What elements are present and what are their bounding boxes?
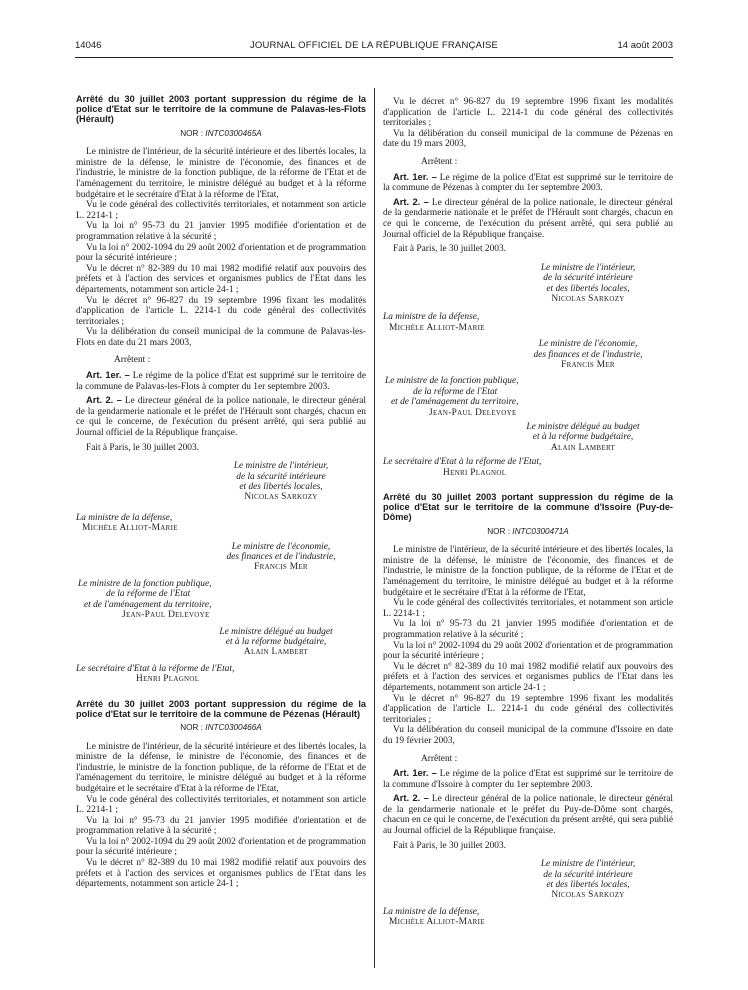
preamble-paragraph: Vu le décret n° 82-389 du 10 mai 1982 modifié relatif aux pouvoirs des préfets et à l'action des services et organismes publics de l'Etat dans les départements, notamment son article 24-1 ; [76, 858, 366, 890]
article-1: Art. 1er. – Le régime de la police d'Etat est supprimé sur le territoire de la commune de Pézenas à compter du 1er septembre 2003. [383, 170, 673, 194]
preamble-paragraph: Vu la délibération du conseil municipal de la commune de Palavas-les-Flots en date du 21 mars 2003, [76, 327, 366, 348]
nor-code: INTC0300471A [512, 526, 569, 536]
preamble-paragraph: Vu la délibération du conseil municipal de la commune d'Issoire en date du 19 février 2003, [383, 725, 673, 746]
preamble-paragraph: Vu le décret n° 96-827 du 19 septembre 1996 fixant les modalités d'application de l'article L. 2214-1 du code général des collectivités territoriales ; [383, 97, 673, 129]
signatory-name: Francis Mer [561, 359, 615, 370]
preamble-paragraph: Vu le décret n° 96-827 du 19 septembre 1996 fixant les modalités d'application de l'article L. 2214-1 du code général des collectivités territoriales ; [383, 693, 673, 725]
signature-defense: La ministre de la défense, Michèle Alliot-Marie [383, 312, 673, 333]
preamble-paragraph: Vu la loi n° 95-73 du 21 janvier 1995 modifiée d'orientation et de programmation relative à la sécurité ; [76, 815, 366, 837]
nor-reference-palavas: NOR : INTC0300465A [180, 128, 262, 138]
article-2: Art. 2. – Le directeur général de la police nationale, le directeur général de la gendarmerie nationale et le préfet de l'Hérault sont chargés, chacun en ce qui le concerne, de l'exécution du présent arrêté, qui sera publié au Journal officiel de la République française. [383, 195, 674, 240]
preamble-paragraph: Vu la loi n° 95-73 du 21 janvier 1995 modifiée d'orientation et de programmation relative à la sécurité ; [76, 221, 366, 242]
page-number: 14046 [75, 40, 102, 51]
signatory-name: Nicolas Sarkozy [551, 293, 625, 304]
signature-secretaire: Le secrétaire d'Etat à la réforme de l'Etat, Henri Plagnol [76, 664, 366, 685]
signatory-name: Henri Plagnol [443, 467, 507, 478]
signatory-name: Michèle Alliot-Marie [389, 322, 485, 333]
preamble-paragraph: Vu la loi n° 2002-1094 du 29 août 2002 d'orientation et de programmation pour la sécurité intérieure ; [76, 836, 366, 858]
nor-reference-issoire: NOR : INTC0300471A [487, 526, 569, 536]
arretent-heading: Arrêtent : [421, 753, 458, 764]
preamble-paragraph: Vu la loi n° 2002-1094 du 29 août 2002 d'orientation et de programmation pour la sécurité intérieure ; [76, 242, 366, 264]
signatory-name: Michèle Alliot-Marie [389, 917, 485, 928]
article-1: Art. 1er. – Le régime de la police d'Etat est supprimé sur le territoire de la commune d'Issoire à compter du 1er septembre 2003. [383, 767, 673, 790]
signature-interieur: Le ministre de l'intérieur, de la sécurité intérieure et des libertés locales, Nicolas Sarkozy [503, 859, 673, 901]
decree-title-issoire: Arrêté du 30 juillet 2003 portant suppression du régime de la police d'Etat sur le territoire de la commune d'Issoire (Puy-de-Dôme) [383, 492, 673, 523]
signature-budget: Le ministre délégué au budget et à la réforme budgétaire, Alain Lambert [493, 422, 673, 453]
preamble-paragraph: Vu le code général des collectivités territoriales, et notamment son article L. 2214-1 ; [383, 598, 673, 619]
nor-code: INTC0300466A [205, 722, 262, 732]
signature-defense: La ministre de la défense, Michèle Alliot-Marie [383, 907, 673, 928]
arretent-heading: Arrêtent : [421, 156, 458, 167]
column-divider [374, 88, 375, 968]
preamble-paragraph: Vu le décret n° 96-827 du 19 septembre 1996 fixant les modalités d'application de l'article L. 2214-1 du code général des collectivités territoriales ; [76, 295, 366, 327]
signature-interieur: Le ministre de l'intérieur, de la sécurité intérieure et des libertés locales, Nicolas Sarkozy [196, 461, 366, 503]
preamble-paragraph: Vu le code général des collectivités territoriales, et notamment son article L. 2214-1 ; [76, 794, 366, 816]
issue-date: 14 août 2003 [617, 40, 673, 51]
signature-economie: Le ministre de l'économie, des finances et de l'industrie, Francis Mer [196, 542, 366, 573]
preamble-paragraph: Vu la loi n° 2002-1094 du 29 août 2002 d'orientation et de programmation pour la sécurité intérieure ; [383, 640, 673, 662]
arretent-heading: Arrêtent : [114, 355, 151, 366]
decree-title-palavas: Arrêté du 30 juillet 2003 portant suppression du régime de la police d'Etat sur le territoire de la commune de Palavas-les-Flots (Hérault) [76, 94, 366, 125]
signature-interieur: Le ministre de l'intérieur, de la sécurité intérieure et des libertés locales, Nicolas Sarkozy [503, 263, 673, 305]
header-rule [75, 57, 673, 58]
right-column [383, 97, 673, 928]
signature-date: Fait à Paris, le 30 juillet 2003. [393, 244, 507, 255]
preamble-paragraph: Vu le code général des collectivités territoriales, et notamment son article L. 2214-1 ; [76, 200, 366, 221]
signatory-name: Jean-Paul Delevoye [122, 610, 210, 621]
signature-defense: La ministre de la défense, Michèle Alliot-Marie [76, 513, 366, 534]
preamble-paragraph: Le ministre de l'intérieur, de la sécurité intérieure et des libertés locales, la ministre de la défense, le ministre de l'économie, des finances et de l'industrie, le ministre de la fonction publique, de la réforme de l'Etat et de l'aménagement du territoire, le ministre délégué au budget et à la réforme budgétaire et le secrétaire d'Etat à la réforme de l'Etat, [76, 741, 366, 794]
journal-title: JOURNAL OFFICIEL DE LA RÉPUBLIQUE FRANÇAISE [249, 40, 499, 51]
signatory-name: Alain Lambert [550, 442, 616, 453]
preamble-paragraph: Vu le décret n° 82-389 du 10 mai 1982 modifié relatif aux pouvoirs des préfets et à l'action des services et organismes publics de l'Etat dans les départements, notamment son article 24-1 ; [76, 263, 366, 295]
signatory-name: Henri Plagnol [136, 674, 200, 685]
signatory-name: Michèle Alliot-Marie [82, 523, 178, 534]
preamble-paragraph: Vu la loi n° 95-73 du 21 janvier 1995 modifiée d'orientation et de programmation relative à la sécurité ; [383, 619, 673, 640]
nor-reference-pezenas: NOR : INTC0300466A [180, 722, 262, 732]
signatory-name: Jean-Paul Delevoye [429, 407, 517, 418]
signatory-name: Francis Mer [254, 562, 308, 573]
preamble-paragraph: Vu le décret n° 82-389 du 10 mai 1982 modifié relatif aux pouvoirs des préfets et à l'action des services et organismes publics de l'Etat dans les départements, notamment son article 24-1 ; [383, 661, 673, 693]
signature-date: Fait à Paris, le 30 juillet 2003. [86, 442, 200, 453]
preamble-paragraph: Vu la délibération du conseil municipal de la commune de Pézenas en date du 19 mars 2003, [383, 128, 673, 150]
page-header [75, 40, 673, 54]
decree-title-pezenas: Arrêté du 30 juillet 2003 portant suppression du régime de la police d'Etat sur le territoire de la commune de Pézenas (Hérault) [76, 698, 366, 719]
signature-budget: Le ministre délégué au budget et à la réforme budgétaire, Alain Lambert [186, 627, 366, 658]
signature-fonction-publique: Le ministre de la fonction publique, de la réforme de l'Etat et de l'aménagement du territoire, Jean-Paul Delevoye [78, 579, 366, 621]
signature-economie: Le ministre de l'économie, des finances et de l'industrie, Francis Mer [503, 339, 673, 370]
article-1: Art. 1er. – Le régime de la police d'Etat est supprimé sur le territoire de la commune de Palavas-les-Flots à compter du 1er septembre 2003. [76, 369, 366, 392]
signatory-name: Nicolas Sarkozy [244, 492, 318, 503]
signatory-name: Nicolas Sarkozy [551, 890, 625, 901]
article-2: Art. 2. – Le directeur général de la police nationale, le directeur général de la gendarmerie nationale et le préfet du Puy-de-Dôme sont chargés, chacun en ce qui le concerne, de l'exécution du présent arrêté, qui sera publié au Journal officiel de la République française. [383, 792, 674, 837]
nor-code: INTC0300465A [205, 128, 262, 138]
signature-date: Fait à Paris, le 30 juillet 2003. [393, 840, 507, 851]
signatory-name: Alain Lambert [243, 647, 309, 658]
article-2: Art. 2. – Le directeur général de la police nationale, le directeur général de la gendarmerie nationale et le préfet de l'Hérault sont chargés, chacun en ce qui le concerne, de l'exécution du présent arrêté, qui sera publié au Journal officiel de la République française. [76, 394, 367, 439]
signature-secretaire: Le secrétaire d'Etat à la réforme de l'Etat, Henri Plagnol [383, 457, 673, 478]
preamble-paragraph: Le ministre de l'intérieur, de la sécurité intérieure et des libertés locales, la ministre de la défense, le ministre de l'économie, des finances et de l'industrie, le ministre de la fonction publique, de la réforme de l'Etat et de l'aménagement du territoire, le ministre délégué au budget et à la réforme budgétaire et le secrétaire d'Etat à la réforme de l'Etat, [76, 147, 366, 200]
left-column [76, 94, 366, 890]
signature-fonction-publique: Le ministre de la fonction publique, de la réforme de l'Etat et de l'aménagement du territoire, Jean-Paul Delevoye [385, 376, 673, 418]
preamble-paragraph: Le ministre de l'intérieur, de la sécurité intérieure et des libertés locales, la ministre de la défense, le ministre de l'économie, des finances et de l'industrie, le ministre de la fonction publique, de la réforme de l'Etat et de l'aménagement du territoire, le ministre délégué au budget et à la réforme budgétaire et le secrétaire d'Etat à la réforme de l'Etat, [383, 545, 673, 598]
